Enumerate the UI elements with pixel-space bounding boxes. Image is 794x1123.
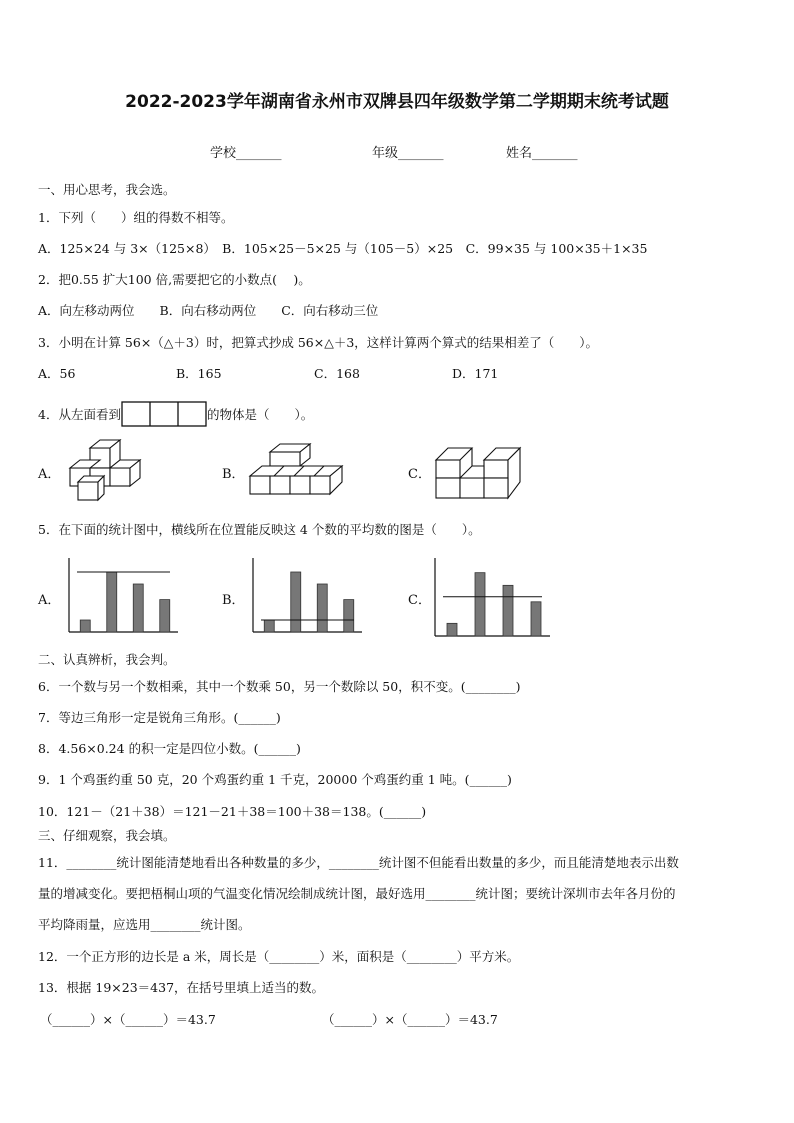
- q10-stem: 10．121－（21＋38）＝121－21＋38＝100＋38＝138。(______): [38, 804, 427, 819]
- q3-option-b: B．165: [176, 366, 222, 381]
- q2-stem: 2．把0.55 扩大100 倍,需要把它的小数点( )。: [38, 272, 311, 287]
- bar-1: [447, 623, 457, 636]
- q1-stem: 1．下列（ ）组的得数不相等。: [38, 210, 234, 225]
- left-view-figure: [121, 401, 207, 430]
- bar-2: [475, 573, 485, 636]
- section-3-heading: 三、仔细观察，我会填。: [38, 828, 176, 843]
- q3-option-d: D．171: [452, 366, 499, 381]
- q4-option-a-label: A．: [38, 467, 61, 482]
- page-title: 2022-2023学年湖南省永州市双牌县四年级数学第二学期期末统考试题: [125, 92, 669, 112]
- q5-stem: 5．在下面的统计图中，横线所在位置能反映这 4 个数的平均数的图是（ ）。: [38, 522, 481, 537]
- bar-2: [107, 572, 117, 632]
- q1-options: A．125×24 与 3×（125×8） B．105×25－5×25 与（105－5）×25 C．99×35 与 100×35＋1×35: [38, 241, 648, 256]
- q12-stem: 12．一个正方形的边长是 a 米，周长是（________）米，面积是（________）平方米。: [38, 949, 520, 964]
- bar-3: [503, 585, 513, 636]
- bar-1: [264, 620, 274, 632]
- bar-4: [344, 600, 354, 632]
- q11-line-2: 量的增减变化。要把梧桐山项的气温变化情况绘制成统计图，最好选用________统计图；要统计深圳市去年各月份的: [38, 886, 676, 901]
- name-field: 姓名_______: [506, 146, 578, 161]
- q13-stem: 13．根据 19×23＝437，在括号里填上适当的数。: [38, 980, 325, 995]
- school-field: 学校_______: [210, 146, 282, 161]
- q4-figure-b: [248, 442, 348, 498]
- q13-equation-2: （______）×（______）＝43.7: [322, 1012, 498, 1027]
- q2-options: A．向左移动两位 B．向右移动两位 C．向右移动三位: [38, 303, 379, 318]
- q5-option-c-label: C．: [408, 593, 431, 608]
- bar-3: [317, 584, 327, 632]
- q7-stem: 7．等边三角形一定是锐角三角形。(______): [38, 710, 281, 725]
- section-2-heading: 二、认真辨析，我会判。: [38, 652, 176, 667]
- q6-stem: 6．一个数与另一个数相乘，其中一个数乘 50，另一个数除以 50，积不变。(________): [38, 679, 521, 694]
- q3-option-c: C．168: [314, 366, 360, 381]
- q5-option-a-label: A．: [38, 593, 61, 608]
- q9-stem: 9．1 个鸡蛋约重 50 克，20 个鸡蛋约重 1 千克，20000 个鸡蛋约重 1 吨。(______): [38, 772, 512, 787]
- bar-2: [291, 572, 301, 632]
- q8-stem: 8．4.56×0.24 的积一定是四位小数。(______): [38, 741, 301, 756]
- bar-1: [80, 620, 90, 632]
- q3-stem: 3．小明在计算 56×（△＋3）时，把算式抄成 56×△＋3，这样计算两个算式的结果相差了（ ）。: [38, 335, 599, 350]
- bar-3: [133, 584, 143, 632]
- bar-4: [160, 600, 170, 632]
- q11-line-3: 平均降雨量，应选用________统计图。: [38, 917, 251, 932]
- q4-stem-pre: 4．从左面看到: [38, 407, 121, 422]
- grade-field: 年级_______: [372, 146, 444, 161]
- q13-equation-1: （______）×（______）＝43.7: [40, 1012, 216, 1027]
- q5-option-b-label: B．: [222, 593, 245, 608]
- q4-figure-a: [62, 438, 152, 502]
- section-1-heading: 一、用心思考，我会选。: [38, 182, 176, 197]
- q5-chart-a: [66, 556, 178, 634]
- q4-option-c-label: C．: [408, 467, 431, 482]
- q4-stem: [38, 401, 313, 430]
- q5-chart-c: [432, 556, 550, 638]
- q4-option-b-label: B．: [222, 467, 245, 482]
- bar-4: [531, 602, 541, 636]
- q4-stem-post: 的物体是（ ）。: [206, 407, 314, 422]
- q4-figure-c: [434, 446, 526, 502]
- q11-line-1: 11．________统计图能清楚地看出各种数量的多少，________统计图不但能看出数量的多少，而且能清楚地表示出数: [38, 855, 679, 870]
- q5-chart-b: [250, 556, 362, 634]
- q3-option-a: A．56: [38, 366, 76, 381]
